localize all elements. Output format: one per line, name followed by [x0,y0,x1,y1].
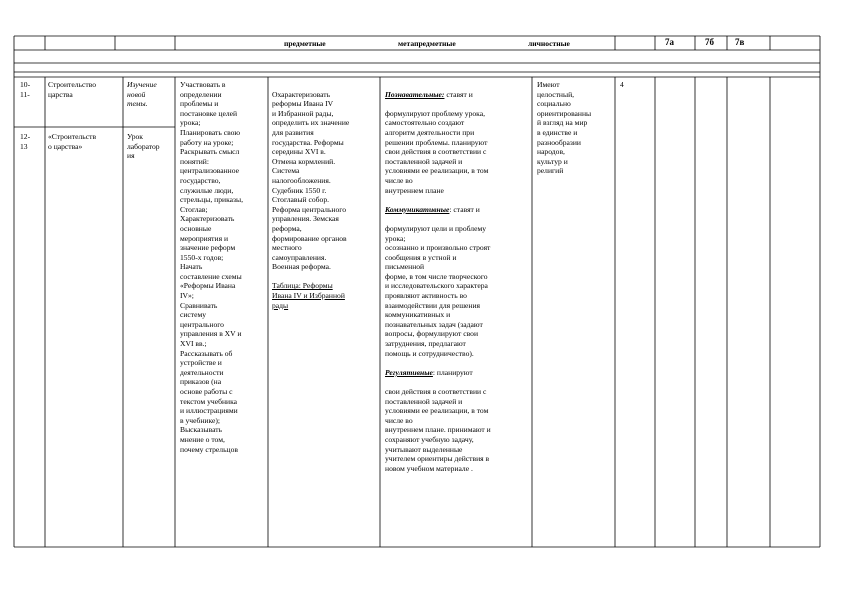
subject-results-text: Охарактеризовать реформы Ивана IV и Избранной рады, определить их значение для развития государства. Реформы середины XVI в. Отмена кормлений. Система налогообложения. Судебник 1550 г. Стоглавый собор. Реформа центрального управления. Земская реформа, формирование органов местного самоуправления. Военная реформа. [272,89,350,272]
meta-regulative-text: свои действия в соответствии с поставленной задачей и условиями ее реализации, в том числе во внутреннем плане. принимают и сохраняют учебную задачу, учитывают выделенные учителем ориентиры действия в новом учебном материале . [385,387,491,473]
meta-cognitive-label: Познавательные: [385,89,445,99]
header-metapredmetnye: метапредметные [398,39,456,48]
personal-results: Имеют целостный, социально ориентированны й взгляд на мир в единстве и разнообразии народов, культур и религий [537,80,592,176]
subject-results [272,80,378,320]
row1-lesson-type: Изучение новой темы. [127,80,157,109]
header-class-7a: 7а [665,37,674,47]
hours-count: 4 [620,80,624,89]
meta-regulative-first: : планируют [432,367,473,377]
meta-communicative-label: Коммуникативные [385,204,450,214]
header-class-7v: 7в [735,37,745,47]
meta-communicative-first: : ставят и [449,204,480,214]
row1-topic: Строительство царства [48,80,96,99]
row2-number: 12- 13 [20,132,31,151]
meta-communicative-text: формулируют цели и проблему урока; осознанно и произвольно строят сообщения в устной и письменной форме, в том числе творческого и исследовательского характера проявляют активность во взаимодействии для решения коммуникативных и познавательных задач (задают вопросы, формулируют свои затруднения, предлагают помощь и сотрудничество). [385,223,491,358]
meta-regulative-label: Регулятивные [385,367,433,377]
meta-cognitive-text: формулируют проблему урока, самостоятельно создают алгоритм деятельности при решении проблемы. планируют свои действия в соответствии с поставленной задачей и условиями ее реализации, в том числе во внутреннем плане [385,108,489,195]
row2-topic: «Строительств о царства» [48,132,97,151]
meta-communicative-block [385,205,531,215]
row2-lesson-type: Урок лаборатор ия [127,132,160,161]
header-lichnostnye: личностные [528,39,570,48]
row1-number: 10- 11- [20,80,31,99]
subject-results-table-link: Таблица: Реформы Ивана IV и Избранной рады [272,281,345,310]
header-class-7b: 7б [705,37,714,47]
meta-cognitive-block [385,90,531,100]
student-activities: Участвовать в определении проблемы и постановке целей урока; Планировать свою работу на уроке; Раскрывать смысл понятий: централизованное государство, служилые люди, стрельцы, приказы, Стоглав; Характеризовать основные мероприятия и значение реформ 1550-х годов; Начать составление схемы «Реформы Ивана IV»; Сравнивать систему центрального управления в XV и XVI вв.; Рассказывать об устройстве и деятельности приказов (на основе работы с текстом учебника и иллюстрациями в учебнике); Высказывать мнение о том, почему стрельцов [180,80,244,454]
meta-cognitive-first: ставят и [444,89,473,99]
meta-regulative-block [385,368,531,378]
metasubject-results [385,80,531,483]
header-predmetnye: предметные [284,39,326,48]
